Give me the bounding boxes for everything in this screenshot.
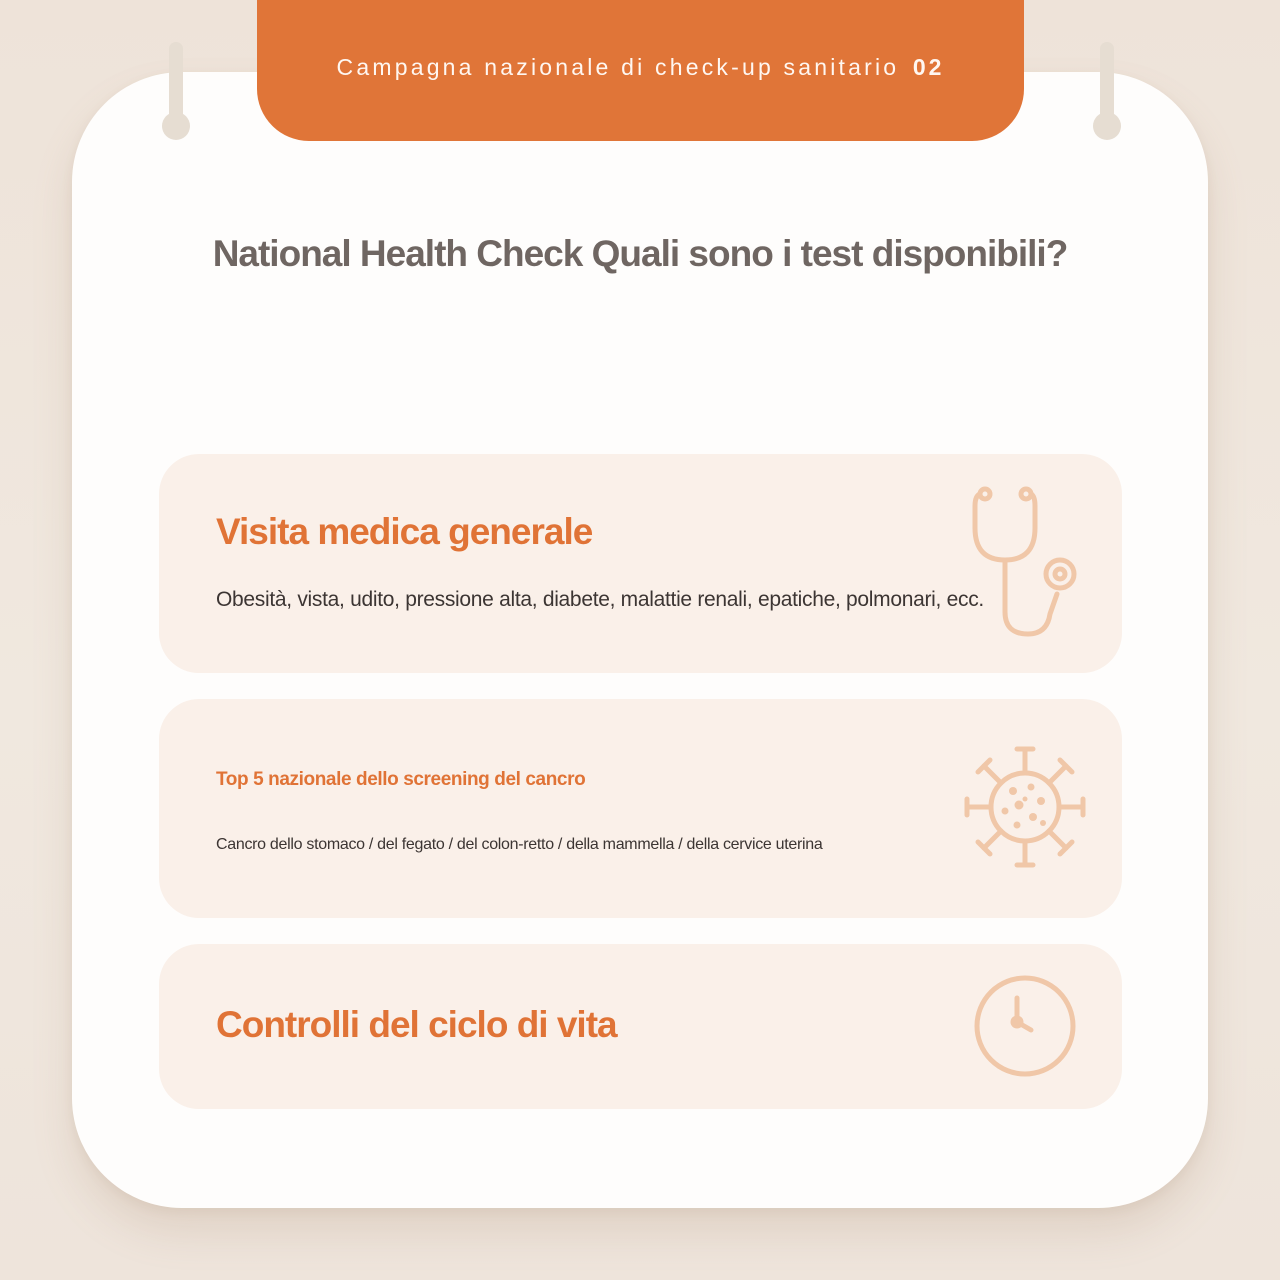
test-item-general-visit [159, 454, 1122, 673]
test-item-cancer-screening [159, 699, 1122, 918]
item-title: Visita medica generale [216, 511, 593, 552]
item-title: Top 5 nazionale dello screening del cancro [216, 769, 586, 790]
test-item-lifecycle-checks [159, 944, 1122, 1109]
stethoscope-icon [965, 482, 1085, 642]
calendar-ring-right [1091, 42, 1123, 142]
calendar-ring-left [160, 42, 192, 142]
item-title: Controlli del ciclo di vita [216, 1004, 617, 1045]
item-description: Cancro dello stomaco / del fegato / del colon-retto / della mammella / della cervice uterina [216, 836, 823, 853]
page-title: National Health Check Quali sono i test disponibili? [212, 233, 1068, 274]
campaign-tab [257, 0, 1024, 141]
item-description: Obesità, vista, udito, pressione alta, diabete, malattie renali, epatiche, polmonari, ecc. [216, 588, 984, 611]
virus-icon [959, 741, 1091, 873]
clock-icon [973, 974, 1077, 1078]
campaign-title-text: Campagna nazionale di check-up sanitario [336, 54, 900, 80]
campaign-title [337, 54, 945, 81]
campaign-number: 02 [912, 54, 945, 80]
